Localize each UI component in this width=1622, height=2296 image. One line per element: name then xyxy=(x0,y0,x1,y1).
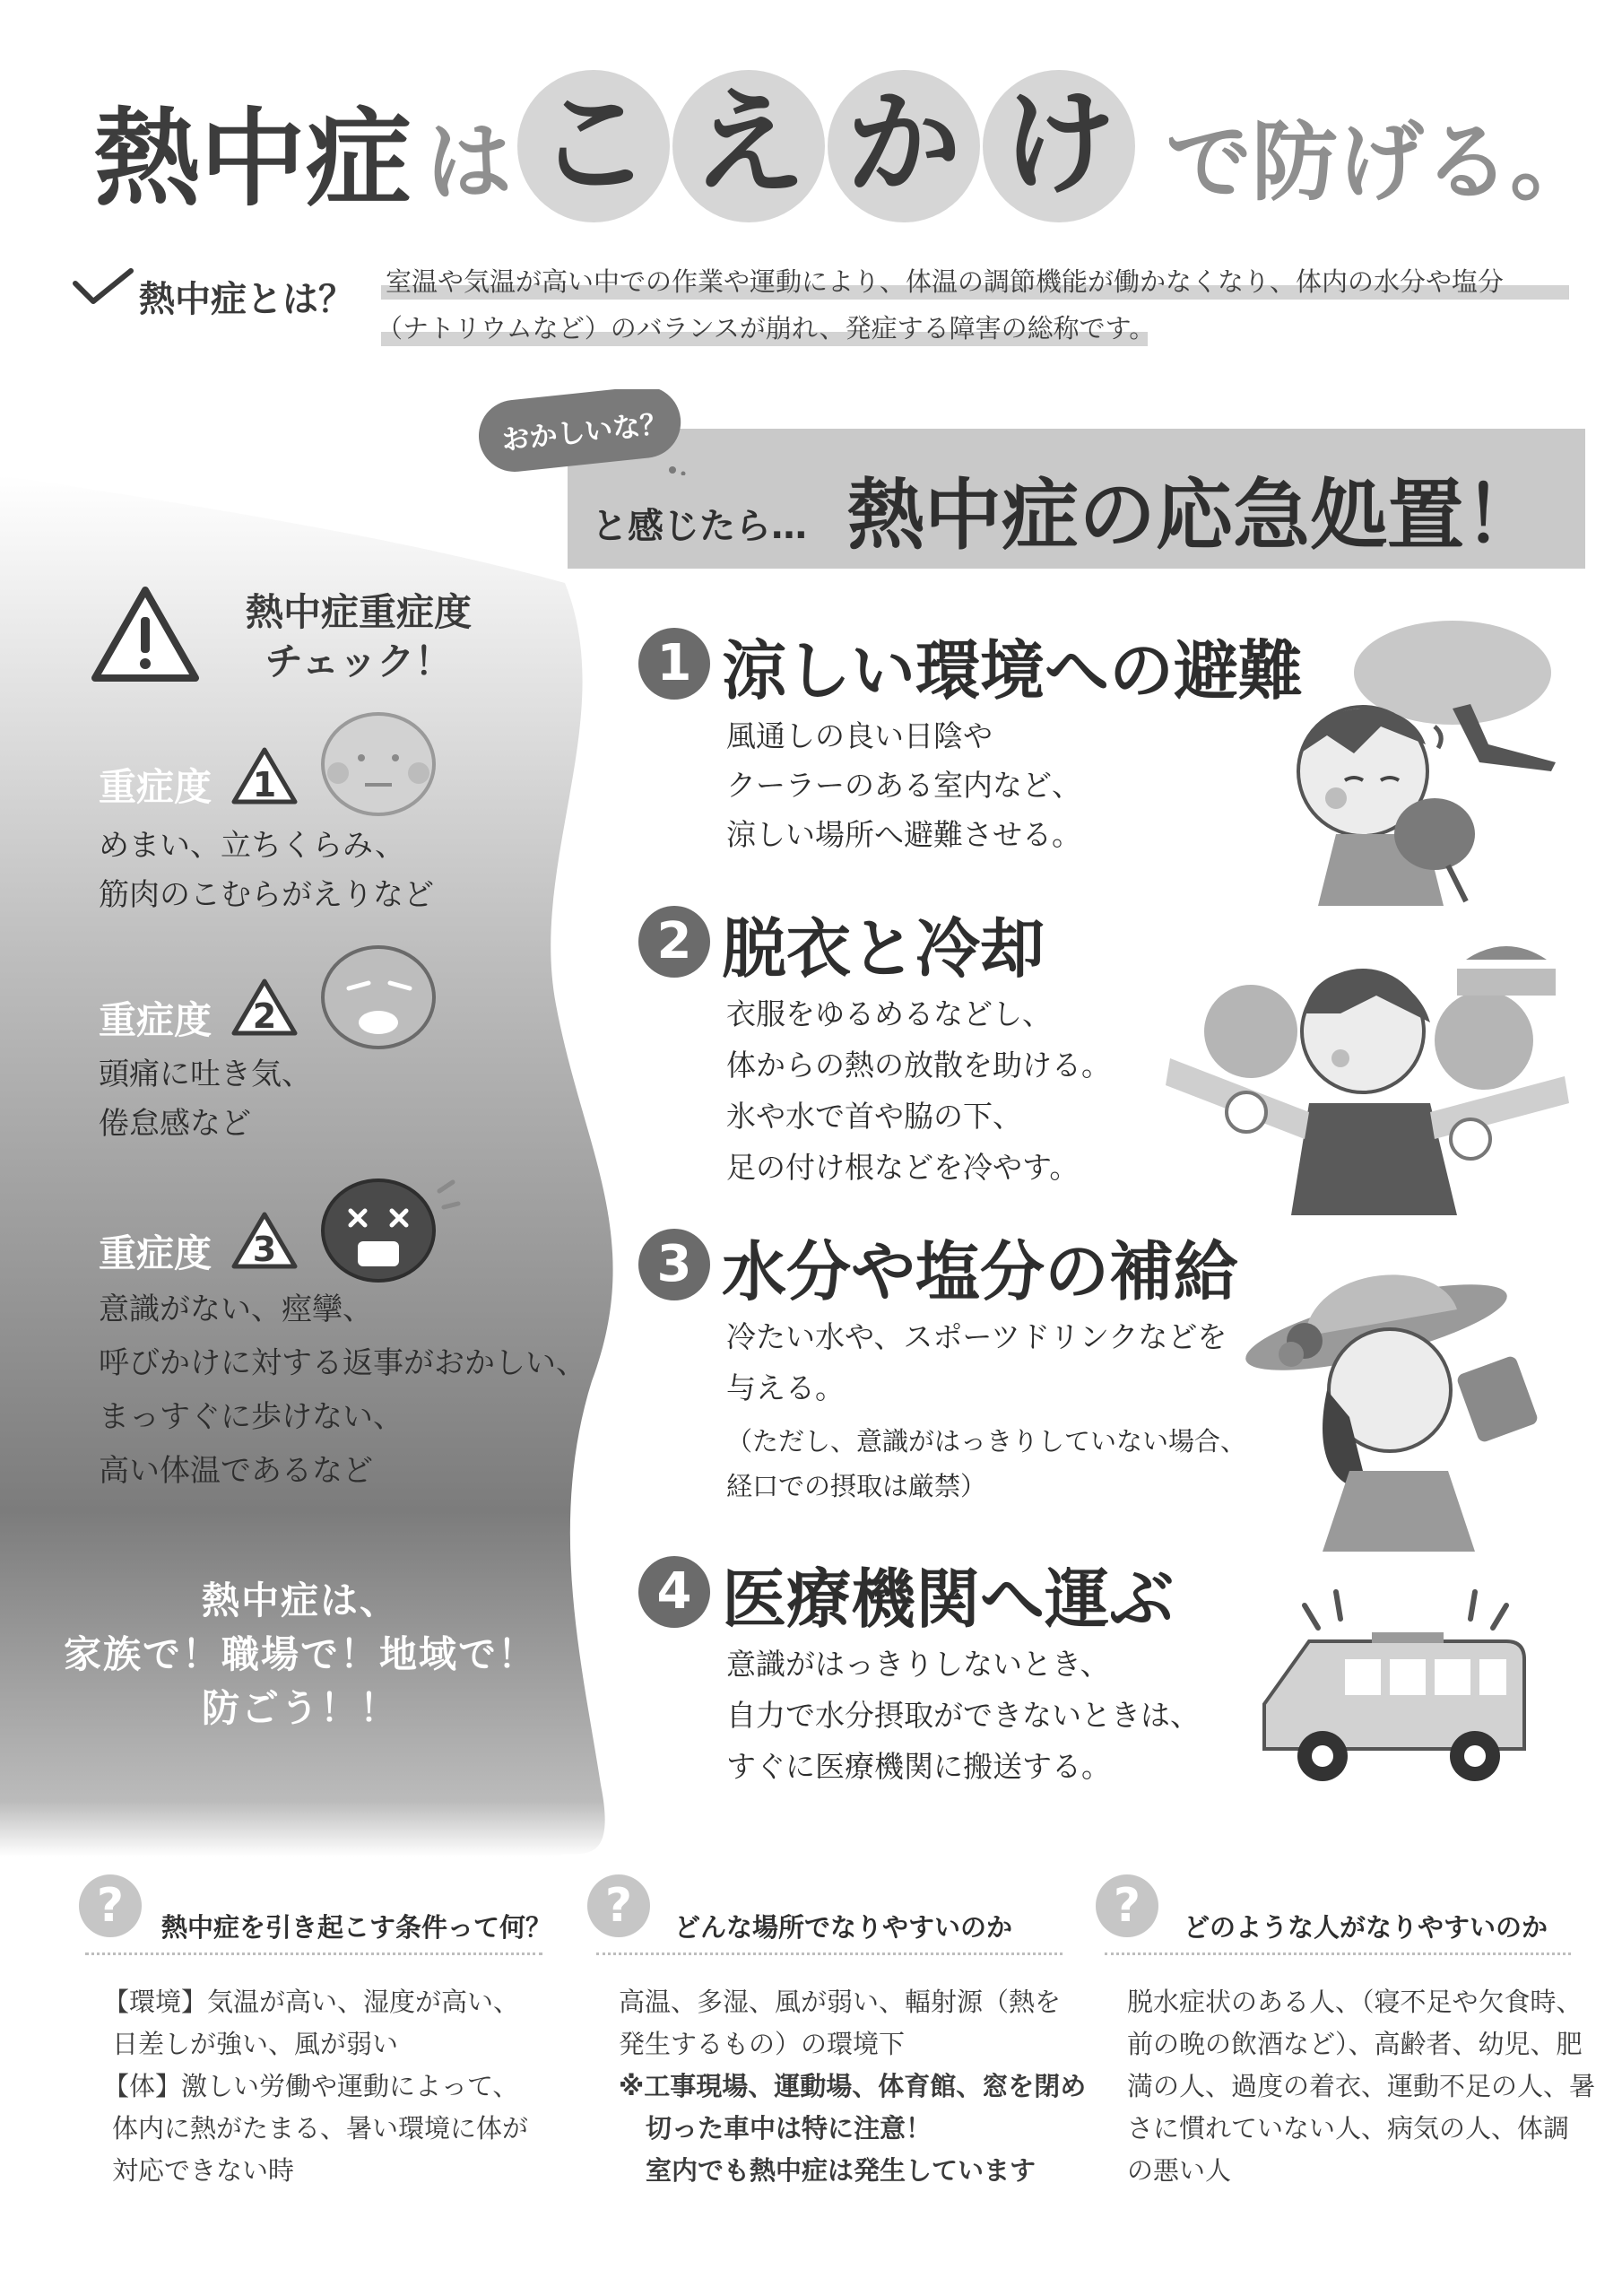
step-1-line2: クーラーのある室内など、 xyxy=(726,768,1081,803)
qa-3-line4: さに慣れていない人、病気の人、体調 xyxy=(1127,2113,1570,2144)
page-title xyxy=(0,70,1622,240)
qa-3-line5: の悪い人 xyxy=(1127,2155,1232,2186)
qa-2-line1: 高温、多湿、風が弱い、輻射源（熱を xyxy=(619,1987,1062,2017)
step-4-line3: すぐに医療機関に搬送する。 xyxy=(726,1749,1111,1784)
severity-title-line1: 熱中症重症度 xyxy=(245,590,472,634)
step-title-3: 水分や塩分の補給 xyxy=(722,1234,1239,1309)
person-cooling-illustration xyxy=(1161,933,1574,1220)
qa-divider-2 xyxy=(596,1952,1063,1955)
qa-2-line3: ※工事現場、運動場、体育館、窓を閉め xyxy=(619,2071,1087,2101)
person-in-shade-illustration xyxy=(1246,619,1578,906)
step-2-line2: 体からの熱の放散を助ける。 xyxy=(726,1048,1111,1083)
step-4-line1: 意識がはっきりしないとき、 xyxy=(726,1647,1110,1682)
qa-title-1: 熱中症を引き起こす条件って何？ xyxy=(161,1912,552,1943)
step-number-3: 3 xyxy=(638,1229,710,1300)
qa-1-line3: 【体】激しい労働や運動によって、 xyxy=(103,2071,519,2101)
svg-text:2: 2 xyxy=(252,996,277,1036)
severity-desc-1-line2: 筋肉のこむらがえりなど xyxy=(99,877,434,913)
severity-number-2 xyxy=(229,976,300,1039)
severity-label-1: 重症度 xyxy=(99,765,213,809)
qa-2-line4: 切った車中は特に注意！ xyxy=(646,2113,932,2144)
step-4-line2: 自力で水分摂取ができないときは、 xyxy=(726,1698,1200,1733)
title-part2: は xyxy=(426,112,512,213)
title-bubble-2: え xyxy=(672,70,825,222)
severity-desc-2-line2: 倦怠感など xyxy=(99,1106,251,1142)
qa-1-line2: 日差しが強い、風が弱い xyxy=(112,2029,399,2059)
slogan-line3: 防ごう！！ xyxy=(201,1686,399,1730)
svg-text:3: 3 xyxy=(252,1230,277,1269)
qa-1-line5: 対応できない時 xyxy=(112,2155,295,2186)
speech-bubble-text: おかしいな？ xyxy=(499,407,670,457)
qa-1-line4: 体内に熱がたまる、暑い環境に体が xyxy=(112,2113,529,2144)
severity-desc-3-line2: 呼びかけに対する返事がおかしい、 xyxy=(99,1345,586,1381)
step-3-note2: 経口での摂取は厳禁） xyxy=(726,1471,987,1501)
severity-desc-1-line1: めまい、立ちくらみ、 xyxy=(99,828,406,864)
step-1-line1: 風通しの良い日陰や xyxy=(726,718,993,753)
severity-number-3 xyxy=(229,1209,300,1272)
step-number-4: 4 xyxy=(638,1556,710,1628)
step-title-2: 脱衣と冷却 xyxy=(722,911,1045,987)
ambulance-icon xyxy=(1255,1578,1551,1794)
qa-3-line1: 脱水症状のある人、（寝不足や欠食時、 xyxy=(1127,1987,1583,2017)
svg-text:1: 1 xyxy=(252,765,277,804)
title-part1: 熱中症 xyxy=(94,97,412,221)
step-number-1: 1 xyxy=(638,628,710,700)
qa-divider-1 xyxy=(85,1952,542,1955)
severity-desc-3-line1: 意識がない、痙攣、 xyxy=(99,1292,373,1327)
qa-title-3: どのような人がなりやすいのか xyxy=(1184,1912,1548,1943)
qa-divider-3 xyxy=(1105,1952,1571,1955)
step-2-line3: 氷や水で首や脇の下、 xyxy=(726,1099,1022,1134)
severity-number-1 xyxy=(229,744,300,807)
step-2-line1: 衣服をゆるめるなどし、 xyxy=(726,996,1052,1031)
person-drinking-illustration xyxy=(1242,1256,1574,1552)
step-3-note1: （ただし、意識がはっきりしていない場合、 xyxy=(726,1426,1247,1457)
severity-desc-2-line1: 頭痛に吐き気、 xyxy=(99,1057,312,1092)
qa-title-2: どんな場所でなりやすいのか xyxy=(674,1912,1013,1943)
check-icon xyxy=(72,267,134,307)
face-mild-icon xyxy=(318,709,439,821)
definition-line-2: （ナトリウムなど）のバランスが崩れ、発症する障害の総称です。 xyxy=(377,313,1156,344)
title-part3: で防げる。 xyxy=(1166,112,1596,213)
qa-3-line3: 満の人、過度の着衣、運動不足の人、暑 xyxy=(1127,2071,1596,2101)
severity-label-2: 重症度 xyxy=(99,998,213,1042)
question-circle-icon: ? xyxy=(587,1874,650,1937)
slogan-line2: 家族で！職場で！地域で！ xyxy=(63,1632,537,1676)
severity-label-3: 重症度 xyxy=(99,1231,213,1275)
step-number-2: 2 xyxy=(638,906,710,978)
qa-2-line2: 発生するもの）の環境下 xyxy=(619,2029,906,2059)
slogan-line1: 熱中症は、 xyxy=(201,1578,399,1622)
question-circle-icon: ? xyxy=(79,1874,142,1937)
definition-line-1: 室温や気温が高い中での作業や運動により、体温の調節機能が働かなくなり、体内の水分や塩分 xyxy=(386,266,1505,297)
definition-label: 熱中症とは？ xyxy=(139,279,354,320)
title-bubble-4: け xyxy=(983,70,1135,222)
banner-small-text: と感じたら… xyxy=(592,506,807,547)
banner-title: 熱中症の応急処置！ xyxy=(847,471,1541,561)
face-severe-icon xyxy=(318,1175,462,1287)
severity-desc-3-line4: 高い体温であるなど xyxy=(99,1453,373,1489)
title-bubble-1: こ xyxy=(517,70,670,222)
step-3-line2: 与える。 xyxy=(726,1370,845,1405)
qa-1-line1: 【環境】気温が高い、湿度が高い、 xyxy=(103,1987,520,2017)
title-bubble-3: か xyxy=(828,70,980,222)
severity-title-line2: チェック！ xyxy=(265,639,453,683)
step-title-4: 医療機関へ運ぶ xyxy=(722,1561,1175,1637)
qa-2-line5: 室内でも熱中症は発生しています xyxy=(646,2155,1037,2186)
step-3-line1: 冷たい水や、スポーツドリンクなどを xyxy=(726,1319,1227,1354)
step-2-line4: 足の付け根などを冷やす。 xyxy=(726,1150,1080,1185)
severity-desc-3-line3: まっすぐに歩けない、 xyxy=(99,1399,403,1435)
face-moderate-icon xyxy=(318,942,439,1054)
qa-3-line2: 前の晩の飲酒など）、高齢者、幼児、肥 xyxy=(1127,2029,1583,2059)
step-title-1: 涼しい環境への避難 xyxy=(722,633,1304,709)
question-circle-icon: ? xyxy=(1096,1874,1158,1937)
warning-triangle-icon xyxy=(90,583,202,686)
step-1-line3: 涼しい場所へ避難させる。 xyxy=(726,817,1081,852)
